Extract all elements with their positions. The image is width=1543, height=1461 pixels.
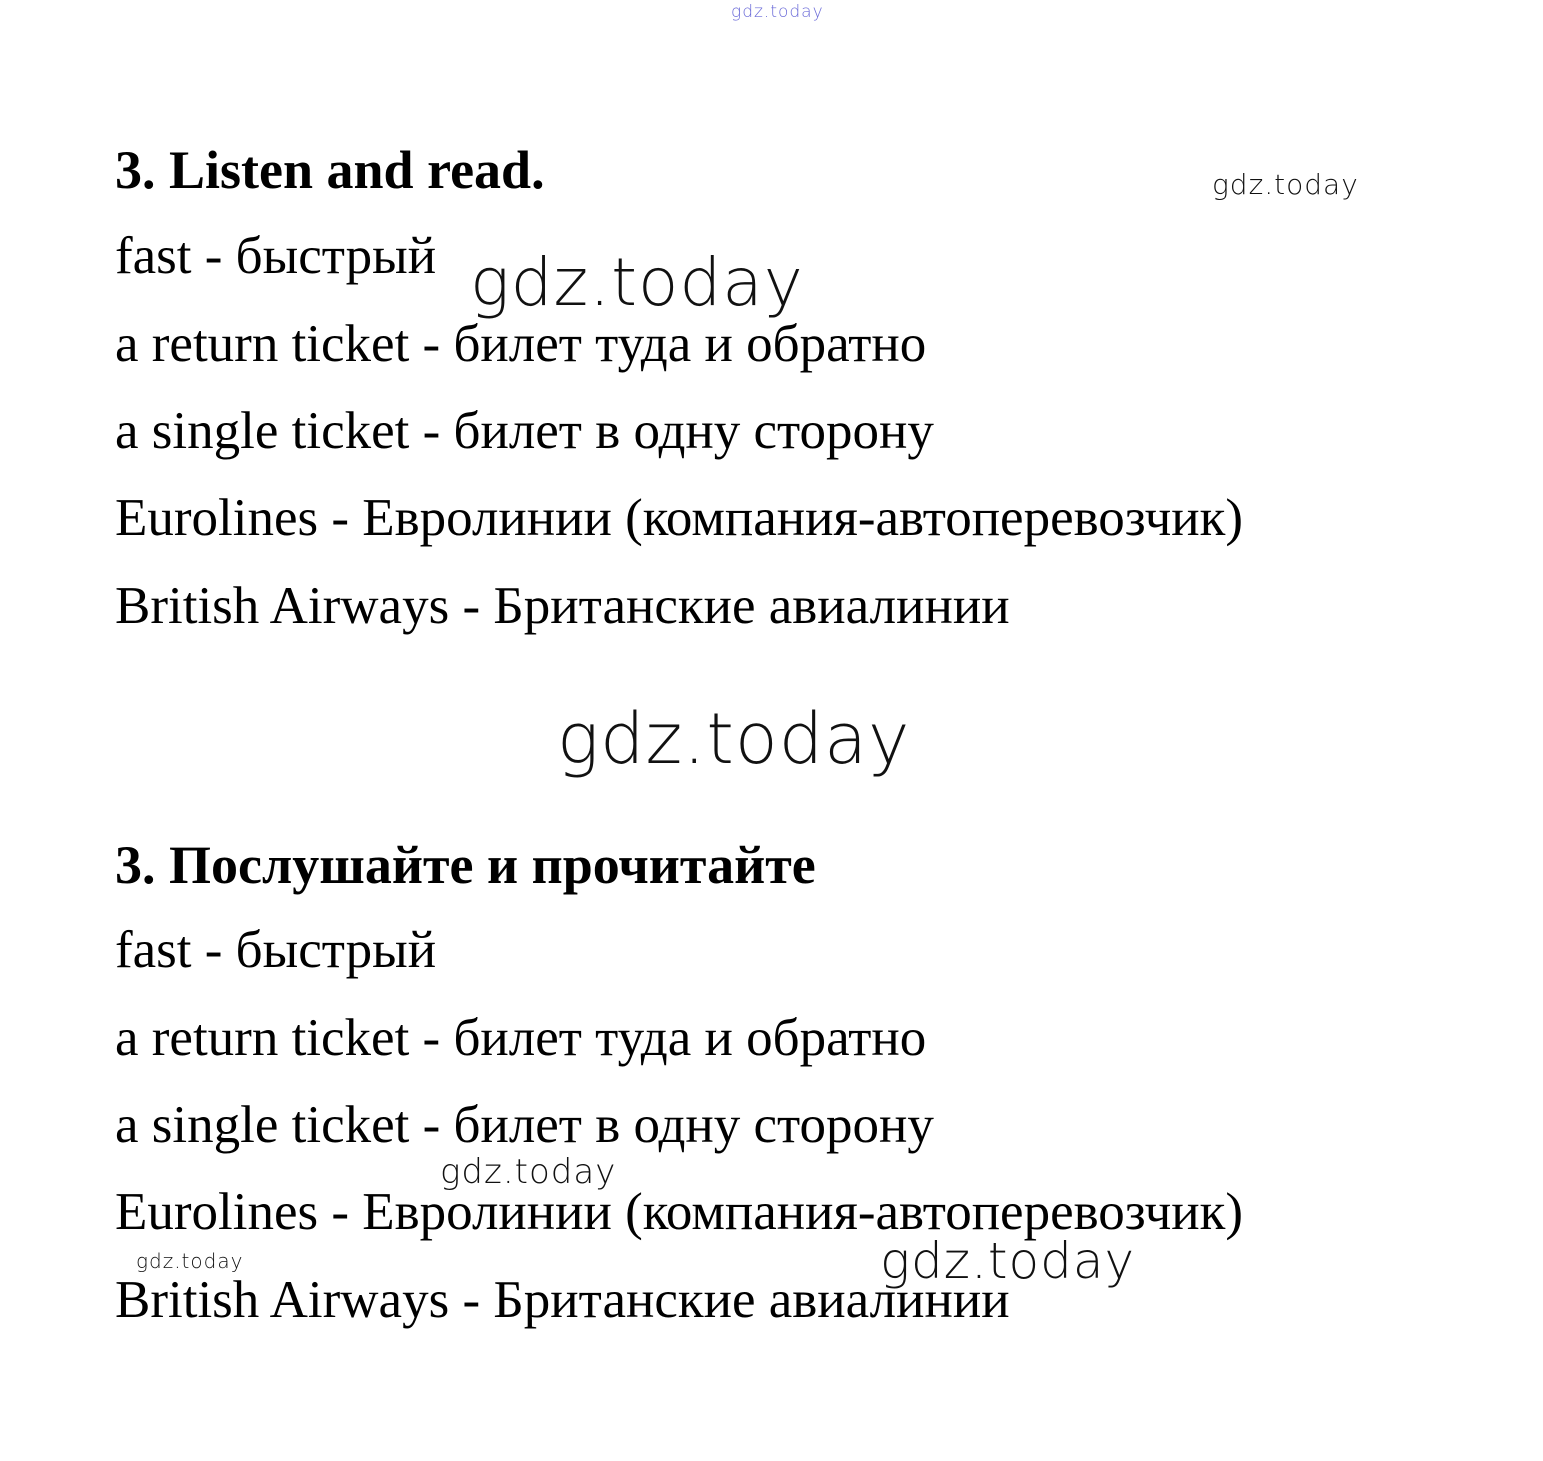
watermark-top-right: gdz.today xyxy=(1212,168,1359,201)
vocab-line-en-4: Eurolines - Евролинии (компания-автоперевозчик) xyxy=(115,489,1244,547)
watermark-large-1: gdz.today xyxy=(470,244,804,321)
section-en-title: 3. Listen and read. xyxy=(115,140,545,200)
vocab-line-en-3: a single ticket - билет в одну сторону xyxy=(115,402,934,460)
watermark-mid-small: gdz.today xyxy=(440,1152,617,1192)
vocab-line-ru-5: British Airways - Британские авиалинии xyxy=(115,1271,1010,1329)
vocab-line-en-1: fast - быстрый xyxy=(115,227,437,285)
watermark-top: gdz.today xyxy=(731,2,824,22)
vocab-line-ru-2: a return ticket - билет туда и обратно xyxy=(115,1009,927,1067)
vocab-line-ru-1: fast - быстрый xyxy=(115,921,437,979)
watermark-bottom-left: gdz.today xyxy=(136,1249,244,1273)
vocab-line-ru-3: a single ticket - билет в одну сторону xyxy=(115,1096,934,1154)
section-ru-title: 3. Послушайте и прочитайте xyxy=(115,835,816,895)
watermark-center: gdz.today xyxy=(557,698,911,780)
vocab-line-en-2: a return ticket - билет туда и обратно xyxy=(115,315,927,373)
watermark-bottom-right: gdz.today xyxy=(880,1232,1136,1290)
vocab-line-en-5: British Airways - Британские авиалинии xyxy=(115,577,1010,635)
vocab-line-ru-4: Eurolines - Евролинии (компания-автоперевозчик) xyxy=(115,1183,1244,1241)
